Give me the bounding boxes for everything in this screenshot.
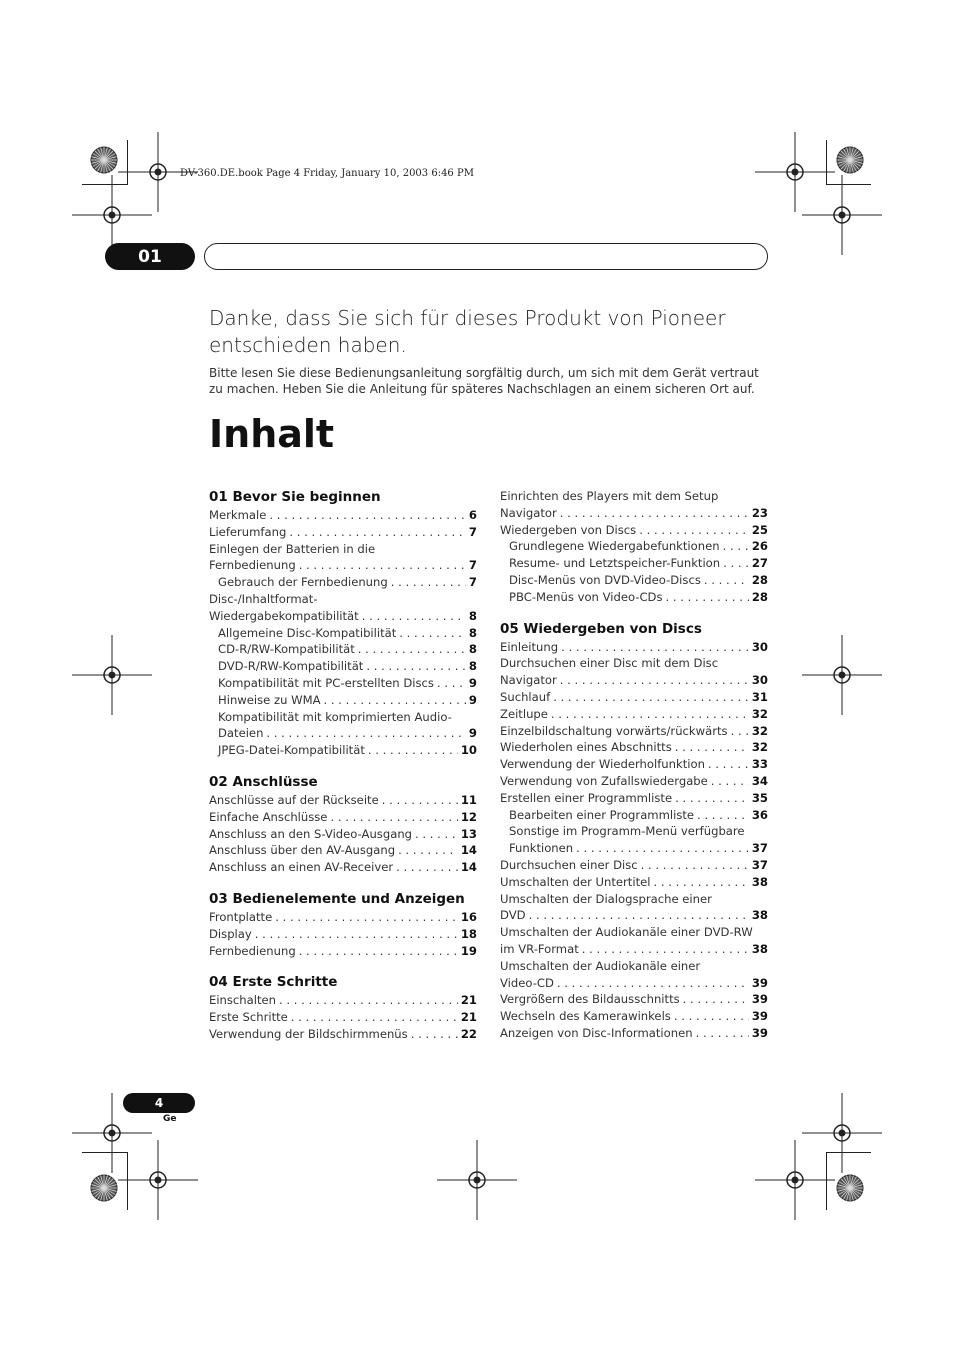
toc-entry bbox=[500, 538, 768, 555]
toc-leader-dots bbox=[553, 689, 749, 706]
toc-leader-dots bbox=[704, 572, 749, 589]
toc-entry-page: 14 bbox=[460, 860, 477, 875]
toc-leader-dots bbox=[391, 574, 466, 591]
toc-entry bbox=[209, 507, 477, 524]
toc-entry-page: 25 bbox=[751, 522, 768, 537]
toc-entry-text: Frontplatte bbox=[209, 909, 273, 924]
toc-entry-page: 30 bbox=[751, 673, 768, 688]
toc-entry-page: 32 bbox=[751, 740, 768, 755]
toc-entry-lead: Disc-/Inhaltformat- bbox=[209, 591, 318, 606]
crop-line bbox=[826, 1152, 871, 1153]
toc-entry-page: 13 bbox=[460, 826, 477, 841]
registration-target-icon bbox=[118, 1140, 198, 1220]
toc-entry bbox=[209, 692, 477, 709]
toc-entry-text: Display bbox=[209, 926, 252, 941]
toc-entry-text: Erstellen einer Programmliste bbox=[500, 790, 673, 805]
toc-leader-dots bbox=[382, 792, 458, 809]
language-code: Ge bbox=[163, 1114, 177, 1124]
toc-entry-page: 33 bbox=[751, 757, 768, 772]
toc-entry-lead: Einlegen der Batterien in die bbox=[209, 541, 376, 556]
chapter-bar bbox=[204, 243, 768, 270]
toc-leader-dots bbox=[561, 639, 749, 656]
crop-line bbox=[127, 1152, 128, 1210]
toc-entry-page: 28 bbox=[751, 589, 768, 604]
toc-entry-text: im VR-Format bbox=[500, 941, 579, 956]
toc-entry-text: Lieferumfang bbox=[209, 524, 287, 539]
toc-entry bbox=[209, 842, 477, 859]
toc-entry-text: Vergrößern des Bildausschnitts bbox=[500, 992, 680, 1007]
toc-entry-page: 37 bbox=[751, 857, 768, 872]
toc-leader-dots bbox=[576, 840, 749, 857]
toc-leader-dots bbox=[398, 842, 458, 859]
toc-leader-dots bbox=[324, 692, 466, 709]
toc-entry-text: Durchsuchen einer Disc bbox=[500, 857, 638, 872]
toc-leader-dots bbox=[639, 522, 749, 539]
toc-entry bbox=[500, 991, 768, 1008]
toc-leader-dots bbox=[711, 773, 749, 790]
toc-entry-page: 8 bbox=[468, 642, 477, 657]
toc-leader-dots bbox=[683, 991, 749, 1008]
toc-entry bbox=[500, 823, 768, 857]
toc-entry-text: Anschluss über den AV-Ausgang bbox=[209, 843, 396, 858]
toc-entry-page: 6 bbox=[468, 508, 477, 522]
toc-entry bbox=[500, 891, 768, 925]
toc-leader-dots bbox=[299, 943, 458, 960]
toc-entry bbox=[500, 1008, 768, 1025]
registration-target-icon bbox=[802, 635, 882, 715]
toc-leader-dots bbox=[330, 809, 457, 826]
toc-entry bbox=[209, 792, 477, 809]
toc-entry bbox=[500, 706, 768, 723]
crop-line bbox=[826, 140, 827, 185]
toc-entry bbox=[209, 809, 477, 826]
toc-entry-page: 39 bbox=[751, 992, 768, 1007]
toc-leader-dots bbox=[551, 706, 749, 723]
toc-entry bbox=[209, 859, 477, 876]
toc-entry-text: Funktionen bbox=[509, 841, 574, 856]
toc-entry-lead: Umschalten der Dialogsprache einer bbox=[500, 891, 712, 906]
page-title: Inhalt bbox=[209, 412, 335, 456]
toc-entry-page: 23 bbox=[751, 505, 768, 520]
toc-entry-page: 9 bbox=[468, 692, 477, 707]
toc-entry-page: 21 bbox=[460, 1010, 477, 1025]
toc-entry-text: Kompatibilität mit PC-erstellten Discs bbox=[218, 675, 434, 690]
toc-leader-dots bbox=[269, 507, 466, 524]
toc-entry-text: Wechseln des Kamerawinkels bbox=[500, 1009, 671, 1024]
toc-entry-page: 7 bbox=[468, 524, 477, 539]
toc-entry-page: 38 bbox=[751, 908, 768, 923]
toc-entry-text: Navigator bbox=[500, 673, 557, 688]
toc-entry bbox=[500, 589, 768, 606]
toc-entry-text: Gebrauch der Fernbedienung bbox=[218, 575, 388, 590]
toc-leader-dots bbox=[708, 756, 749, 773]
toc-entry bbox=[500, 874, 768, 891]
toc-entry-page: 9 bbox=[468, 675, 477, 690]
toc-entry bbox=[209, 1026, 477, 1043]
toc-left-column bbox=[209, 488, 477, 1043]
toc-entry-text: Verwendung der Bildschirmmenüs bbox=[209, 1026, 408, 1041]
toc-entry-lead: Kompatibilität mit komprimierten Audio- bbox=[218, 709, 452, 724]
toc-entry bbox=[209, 926, 477, 943]
toc-entry-lead: Einrichten des Players mit dem Setup bbox=[500, 489, 719, 503]
toc-entry-lead: Umschalten der Audiokanäle einer bbox=[500, 958, 701, 973]
toc-entry bbox=[500, 756, 768, 773]
toc-leader-dots bbox=[255, 926, 458, 943]
toc-entry bbox=[209, 658, 477, 675]
toc-leader-dots bbox=[289, 524, 466, 541]
toc-entry bbox=[500, 958, 768, 992]
toc-entry-text: Umschalten der Untertitel bbox=[500, 874, 651, 889]
toc-entry bbox=[209, 574, 477, 591]
toc-entry-page: 8 bbox=[468, 659, 477, 674]
toc-entry-page: 8 bbox=[468, 608, 477, 623]
toc-entry-page: 32 bbox=[751, 723, 768, 738]
toc-leader-dots bbox=[366, 658, 466, 675]
toc-entry-page: 8 bbox=[468, 625, 477, 640]
toc-leader-dots bbox=[697, 807, 749, 824]
toc-leader-dots bbox=[437, 675, 466, 692]
toc-leader-dots bbox=[415, 826, 458, 843]
toc-entry bbox=[500, 924, 768, 958]
print-header: DV-360.DE.book Page 4 Friday, January 10, 2003 6:46 PM bbox=[180, 168, 474, 179]
toc-entry bbox=[500, 689, 768, 706]
starburst-mark-icon bbox=[835, 145, 865, 175]
registration-target-icon bbox=[755, 1140, 835, 1220]
page-number-badge: 4 bbox=[123, 1093, 195, 1113]
toc-entry-text: Anschluss an den S-Video-Ausgang bbox=[209, 826, 413, 841]
registration-target-icon bbox=[437, 1140, 517, 1220]
toc-entry-page: 37 bbox=[751, 841, 768, 856]
toc-entry bbox=[500, 790, 768, 807]
toc-leader-dots bbox=[399, 625, 466, 642]
toc-section-title: 01 Bevor Sie beginnen bbox=[209, 489, 381, 505]
toc-entry-page: 18 bbox=[460, 926, 477, 941]
toc-entry-text: CD-R/RW-Kompatibilität bbox=[218, 642, 355, 657]
toc-entry bbox=[500, 723, 768, 740]
toc-entry-page: 9 bbox=[468, 726, 477, 741]
registration-target-icon bbox=[72, 635, 152, 715]
toc-entry-page: 34 bbox=[751, 773, 768, 788]
toc-leader-dots bbox=[396, 859, 458, 876]
toc-leader-dots bbox=[696, 1025, 749, 1042]
toc-entry-page: 7 bbox=[468, 575, 477, 590]
toc-leader-dots bbox=[675, 790, 749, 807]
toc-leader-dots bbox=[291, 1009, 458, 1026]
toc-entry bbox=[209, 992, 477, 1009]
toc-entry-text: DVD bbox=[500, 908, 526, 923]
toc-leader-dots bbox=[641, 857, 749, 874]
toc-entry-page: 30 bbox=[751, 639, 768, 654]
toc-right-column bbox=[500, 488, 768, 1042]
toc-entry-text: Dateien bbox=[218, 726, 264, 741]
toc-entry-text: Einfache Anschlüsse bbox=[209, 809, 328, 824]
crop-line bbox=[82, 184, 127, 185]
toc-entry bbox=[500, 522, 768, 539]
toc-entry bbox=[500, 773, 768, 790]
toc-entry-page: 26 bbox=[751, 539, 768, 554]
toc-leader-dots bbox=[299, 557, 466, 574]
starburst-mark-icon bbox=[835, 1173, 865, 1203]
crop-line bbox=[127, 140, 128, 185]
toc-entry-page: 39 bbox=[751, 1025, 768, 1040]
toc-leader-dots bbox=[674, 1008, 749, 1025]
starburst-mark-icon bbox=[89, 1173, 119, 1203]
toc-entry bbox=[500, 807, 768, 824]
toc-entry-page: 19 bbox=[460, 943, 477, 958]
toc-leader-dots bbox=[362, 608, 466, 625]
toc-leader-dots bbox=[275, 909, 458, 926]
toc-entry-page: 35 bbox=[751, 790, 768, 805]
toc-entry bbox=[209, 625, 477, 642]
toc-leader-dots bbox=[731, 723, 749, 740]
toc-entry-text: Wiedergabekompatibilität bbox=[209, 608, 359, 623]
toc-entry-page: 12 bbox=[460, 809, 477, 824]
toc-entry bbox=[500, 857, 768, 874]
toc-entry-lead: Sonstige im Programm-Menü verfügbare bbox=[509, 824, 745, 839]
toc-entry-text: Allgemeine Disc-Kompatibilität bbox=[218, 625, 397, 640]
toc-leader-dots bbox=[666, 589, 749, 606]
toc-entry-page: 36 bbox=[751, 807, 768, 822]
toc-entry-text: Einschalten bbox=[209, 993, 277, 1008]
toc-entry-text: Anschlüsse auf der Rückseite bbox=[209, 792, 379, 807]
toc-entry-text: Erste Schritte bbox=[209, 1010, 288, 1025]
toc-entry-text: Disc-Menüs von DVD-Video-Discs bbox=[509, 572, 701, 587]
toc-entry-page: 22 bbox=[460, 1026, 477, 1041]
toc-entry-text: Suchlauf bbox=[500, 689, 551, 704]
toc-entry-text: Merkmale bbox=[209, 508, 267, 522]
toc-entry-text: DVD-R/RW-Kompatibilität bbox=[218, 659, 364, 674]
toc-entry-text: Video-CD bbox=[500, 975, 554, 990]
toc-entry bbox=[500, 655, 768, 689]
toc-entry bbox=[500, 555, 768, 572]
toc-leader-dots bbox=[723, 538, 749, 555]
toc-entry bbox=[209, 909, 477, 926]
toc-entry bbox=[209, 541, 477, 575]
chapter-badge: 01 bbox=[105, 243, 195, 270]
toc-entry bbox=[500, 739, 768, 756]
toc-entry bbox=[209, 943, 477, 960]
toc-leader-dots bbox=[279, 992, 458, 1009]
toc-entry-page: 39 bbox=[751, 975, 768, 990]
toc-leader-dots bbox=[358, 641, 466, 658]
toc-entry bbox=[209, 826, 477, 843]
toc-entry-text: Wiederholen eines Abschnitts bbox=[500, 740, 672, 755]
toc-leader-dots bbox=[266, 725, 466, 742]
toc-leader-dots bbox=[582, 941, 749, 958]
toc-leader-dots bbox=[411, 1026, 458, 1043]
crop-line bbox=[826, 1152, 827, 1210]
toc-entry-text: Resume- und Letztspeicher-Funktion bbox=[509, 556, 721, 571]
toc-entry-text: Anzeigen von Disc-Informationen bbox=[500, 1025, 693, 1040]
toc-entry-page: 38 bbox=[751, 941, 768, 956]
toc-entry bbox=[209, 709, 477, 743]
toc-entry bbox=[209, 1009, 477, 1026]
toc-leader-dots bbox=[675, 739, 749, 756]
toc-leader-dots bbox=[529, 907, 749, 924]
toc-entry-page: 38 bbox=[751, 874, 768, 889]
toc-section-title: 03 Bedienelemente und Anzeigen bbox=[209, 890, 465, 907]
toc-entry-text: Hinweise zu WMA bbox=[218, 692, 321, 707]
toc-entry bbox=[500, 639, 768, 656]
toc-section-title: 04 Erste Schritte bbox=[209, 974, 338, 991]
crop-line bbox=[826, 184, 871, 185]
toc-entry bbox=[500, 572, 768, 589]
toc-entry bbox=[209, 524, 477, 541]
toc-entry-text: Verwendung der Wiederholfunktion bbox=[500, 757, 705, 772]
toc-section-title: 05 Wiedergeben von Discs bbox=[500, 620, 702, 637]
toc-entry bbox=[500, 488, 768, 522]
toc-entry-page: 27 bbox=[751, 556, 768, 571]
toc-entry bbox=[209, 675, 477, 692]
toc-entry-text: Grundlegene Wiedergabefunktionen bbox=[509, 539, 720, 554]
toc-leader-dots bbox=[557, 975, 749, 992]
toc-leader-dots bbox=[368, 742, 458, 759]
toc-entry bbox=[209, 591, 477, 625]
toc-entry-text: Zeitlupe bbox=[500, 706, 548, 721]
toc-entry-page: 11 bbox=[460, 792, 477, 807]
toc-entry-page: 21 bbox=[460, 993, 477, 1008]
toc-entry-text: Einleitung bbox=[500, 639, 559, 654]
starburst-mark-icon bbox=[89, 145, 119, 175]
toc-entry bbox=[500, 1025, 768, 1042]
toc-entry-page: 31 bbox=[751, 689, 768, 704]
toc-entry-text: PBC-Menüs von Video-CDs bbox=[509, 589, 663, 604]
toc-entry-text: JPEG-Datei-Kompatibilität bbox=[218, 743, 365, 758]
intro-text: Bitte lesen Sie diese Bedienungsanleitung sorgfältig durch, um sich mit dem Gerät vertraut zu machen. Heben Sie die Anleitung für späteres Nachschlagen an einem sicheren Ort auf. bbox=[209, 366, 759, 396]
toc-entry bbox=[209, 742, 477, 759]
toc-leader-dots bbox=[560, 505, 749, 522]
toc-entry bbox=[209, 641, 477, 658]
toc-section-title: 02 Anschlüsse bbox=[209, 773, 318, 790]
toc-entry-page: 7 bbox=[468, 558, 477, 573]
intro-heading: Danke, dass Sie sich für dieses Produkt von Pioneer entschieden haben. bbox=[209, 306, 726, 357]
toc-leader-dots bbox=[653, 874, 748, 891]
toc-entry-page: 14 bbox=[460, 843, 477, 858]
toc-entry-lead: Umschalten der Audiokanäle einer DVD-RW bbox=[500, 925, 753, 940]
toc-entry-text: Einzelbildschaltung vorwärts/rückwärts bbox=[500, 723, 728, 738]
toc-entry-page: 32 bbox=[751, 706, 768, 721]
toc-entry-text: Wiedergeben von Discs bbox=[500, 522, 637, 537]
registration-target-icon bbox=[802, 175, 882, 255]
toc-entry-page: 10 bbox=[460, 743, 477, 758]
toc-entry-text: Fernbedienung bbox=[209, 943, 296, 958]
toc-entry-page: 39 bbox=[751, 1009, 768, 1024]
toc-entry-text: Navigator bbox=[500, 505, 557, 520]
toc-entry-text: Anschluss an einen AV-Receiver bbox=[209, 860, 394, 875]
toc-leader-dots bbox=[723, 555, 749, 572]
toc-entry-text: Verwendung von Zufallswiedergabe bbox=[500, 773, 708, 788]
toc-leader-dots bbox=[560, 672, 749, 689]
toc-entry-page: 16 bbox=[460, 909, 477, 924]
crop-line bbox=[82, 1152, 127, 1153]
toc-entry-text: Bearbeiten einer Programmliste bbox=[509, 807, 695, 822]
toc-entry-page: 28 bbox=[751, 572, 768, 587]
toc-entry-text: Fernbedienung bbox=[209, 558, 296, 573]
toc-entry-lead: Durchsuchen einer Disc mit dem Disc bbox=[500, 656, 719, 671]
